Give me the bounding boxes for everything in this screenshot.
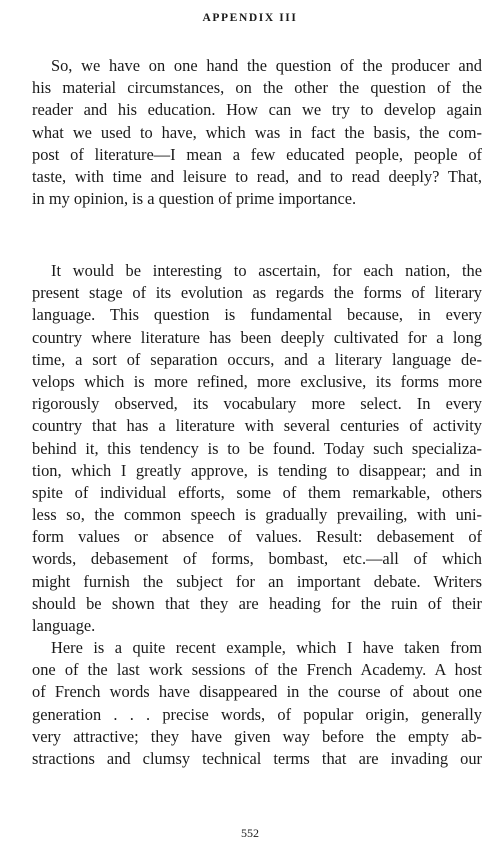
paragraph-line: language. xyxy=(32,616,96,635)
paragraph-line: time, a sort of separation occurs, and a literary language de- xyxy=(32,349,482,369)
paragraph-line: taste, with time and leisure to read, and to read deeply? That, xyxy=(32,166,482,186)
paragraph-line: in my opinion, is a question of prime importance. xyxy=(32,189,357,209)
paragraph-line: Here is a quite recent example, which I have taken from xyxy=(51,638,482,657)
paragraph-line: reader and his education. How can we try to develop again xyxy=(32,100,482,120)
paragraph-line: should be shown that they are heading for the ruin of their xyxy=(32,593,482,613)
paragraph-line: what we used to have, which was in fact the basis, the com- xyxy=(32,122,482,142)
page-number: 552 xyxy=(241,826,259,840)
paragraph-3 xyxy=(32,637,482,770)
paragraph-line: language. This question is fundamental because, in every xyxy=(32,305,482,325)
paragraph-line: spite of individual efforts, some of them remarkable, others xyxy=(32,482,482,502)
paragraph-1 xyxy=(32,55,482,210)
paragraph-line: his material circumstances, on the other the question of the xyxy=(32,78,482,98)
paragraph-line: form values or absence of values. Result: debasement of xyxy=(32,527,482,547)
paragraph-line: country where literature has been deeply cultivated for a long xyxy=(32,327,482,347)
paragraph-line: behind it, this tendency is to be found. Today such specializa- xyxy=(32,438,482,458)
paragraph-line: So, we have on one hand the question of the producer and xyxy=(51,56,482,75)
paragraph-line: present stage of its evolution as regards the forms of literary xyxy=(32,283,482,303)
running-head: APPENDIX III xyxy=(202,12,298,24)
paragraph-line: might furnish the subject for an important debate. Writers xyxy=(32,571,482,591)
paragraph-line: rigorously observed, its vocabulary more select. In every xyxy=(32,394,482,414)
paragraph-line: It would be interesting to ascertain, for each nation, the xyxy=(51,261,482,280)
paragraph-line: of French words have disappeared in the course of about one xyxy=(32,682,482,702)
paragraph-line: very attractive; they have given way before the empty ab- xyxy=(32,726,482,746)
paragraph-2 xyxy=(32,260,482,637)
paragraph-line: generation . . . precise words, of popular origin, generally xyxy=(32,704,482,724)
paragraph-line: post of literature—I mean a few educated people, people of xyxy=(32,144,482,164)
paragraph-line: country that has a literature with several centuries of activity xyxy=(32,416,482,436)
paragraph-line: one of the last work sessions of the French Academy. A host xyxy=(32,660,482,680)
paragraph-line: words, debasement of forms, bombast, etc.—all of which xyxy=(32,549,482,569)
paragraph-line: stractions and clumsy technical terms that are invading our xyxy=(32,748,482,768)
paragraph-line: tion, which I greatly approve, is tending to disappear; and in xyxy=(32,460,482,480)
paragraph-line: less so, the common speech is gradually prevailing, with uni- xyxy=(32,505,482,525)
paragraph-line: velops which is more refined, more exclusive, its forms more xyxy=(32,371,482,391)
